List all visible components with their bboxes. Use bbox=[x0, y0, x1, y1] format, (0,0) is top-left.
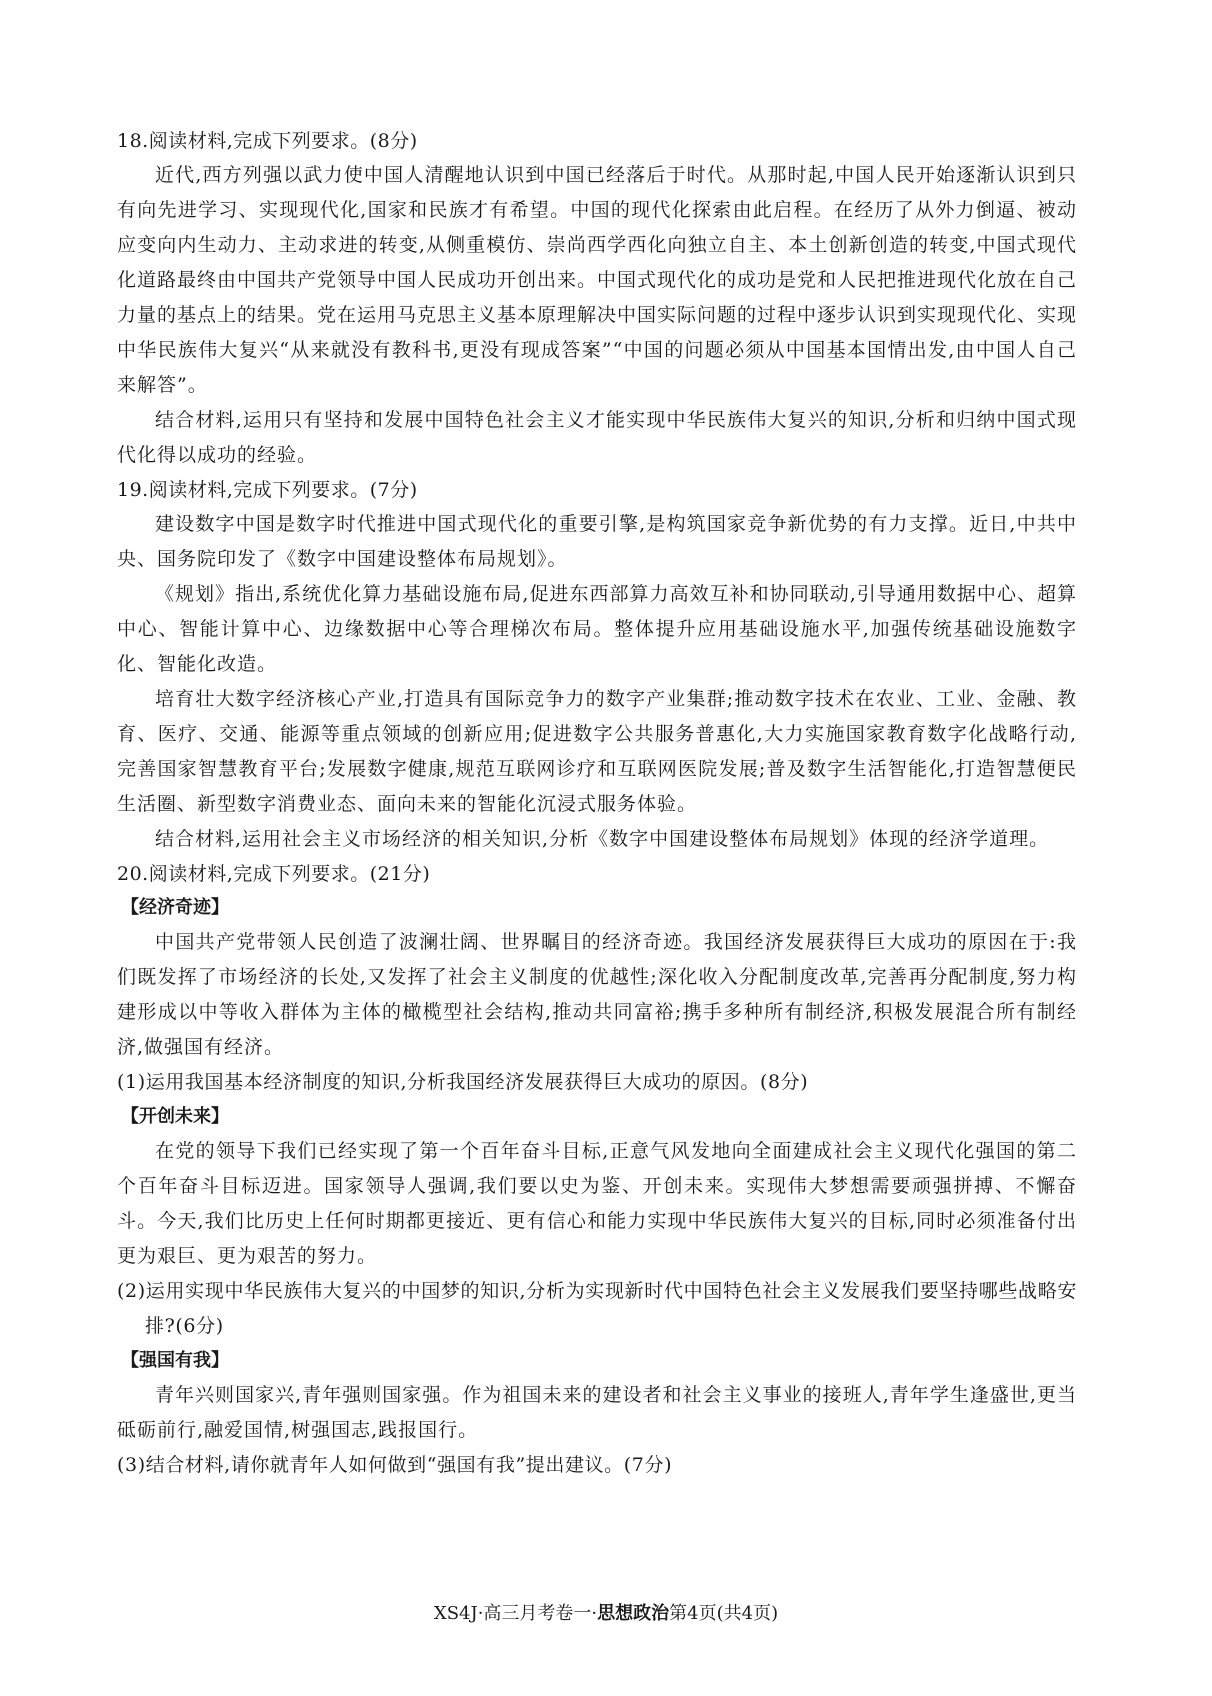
question-18-material: 近代,西方列强以武力使中国人清醒地认识到中国已经落后于时代。从那时起,中国人民开始逐渐认识到只有向先进学习、实现现代化,国家和民族才有希望。中国的现代化探索由此启程。在经历了从外力倒逼、被动应变向内生动力、主动求进的转变,从侧重模仿、崇尚西学西化向独立自主、本土创新创造的转变,中国式现代化道路最终由中国共产党领导中国人民成功开创出来。中国式现代化的成功是党和人民把推进现代化放在自己力量的基点上的结果。党在运用马克思主义基本原理解决中国实际问题的过程中逐步认识到实现现代化、实现中华民族伟大复兴“从来就没有教科书,更没有现成答案”“中国的问题必须从中国基本国情出发,由中国人自己来解答”。 bbox=[117, 164, 1078, 396]
section-title-create-future: 【开创未来】 bbox=[121, 1106, 229, 1127]
question-18 bbox=[117, 124, 1077, 473]
question-19-material-3: 培育壮大数字经济核心产业,打造具有国际竞争力的数字产业集群;推动数字技术在农业、工业、金融、教育、医疗、交通、能源等重点领域的创新应用;促进数字公共服务普惠化,大力实施国家教育数字化战略行动,完善国家智慧教育平台;发展数字健康,规范互联网诊疗和互联网医院发展;普及数字生活智能化,打造智慧便民生活圈、新型数字消费业态、面向未来的智能化沉浸式服务体验。 bbox=[117, 688, 1077, 815]
question-19 bbox=[117, 473, 1077, 857]
question-20-heading: 20.阅读材料,完成下列要求。(21分) bbox=[117, 863, 431, 885]
question-18-heading: 18.阅读材料,完成下列要求。(8分) bbox=[117, 130, 418, 152]
section-create-future-material: 在党的领导下我们已经实现了第一个百年奋斗目标,正意气风发地向全面建成社会主义现代化强国的第二个百年奋斗目标迈进。国家领导人强调,我们要以史为鉴、开创未来。实现伟大梦想需要顽强拼搏、不懈奋斗。今天,我们比历史上任何时期都更接近、更有信心和能力实现中华民族伟大复兴的目标,同时必须准备付出更为艰巨、更为艰苦的努力。 bbox=[117, 1140, 1077, 1267]
section-title-economic-miracle: 【经济奇迹】 bbox=[121, 897, 229, 918]
question-19-material-1: 建设数字中国是数字时代推进中国式现代化的重要引擎,是构筑国家竞争新优势的有力支撑。近日,中共中央、国务院印发了《数字中国建设整体布局规划》。 bbox=[117, 513, 1077, 570]
question-20 bbox=[117, 857, 1077, 1483]
section-title-strong-nation: 【强国有我】 bbox=[121, 1350, 229, 1371]
footer-page-number: 第4页(共4页) bbox=[669, 1603, 779, 1624]
sub-question-3: (3)结合材料,请你就青年人如何做到“强国有我”提出建议。(7分) bbox=[117, 1454, 673, 1476]
question-19-heading: 19.阅读材料,完成下列要求。(7分) bbox=[117, 479, 418, 501]
section-economic-miracle-material: 中国共产党带领人民创造了波澜壮阔、世界瞩目的经济奇迹。我国经济发展获得巨大成功的原因在于:我们既发挥了市场经济的长处,又发挥了社会主义制度的优越性;深化收入分配制度改革,完善再分配制度,努力构建形成以中等收入群体为主体的橄榄型社会结构,推动共同富裕;携手多种所有制经济,积极发展混合所有制经济,做强国有经济。 bbox=[117, 931, 1077, 1058]
question-18-requirement: 结合材料,运用只有坚持和发展中国特色社会主义才能实现中华民族伟大复兴的知识,分析和归纳中国式现代化得以成功的经验。 bbox=[117, 409, 1077, 466]
page-footer bbox=[0, 1600, 1212, 1628]
question-19-material-2: 《规划》指出,系统优化算力基础设施布局,促进东西部算力高效互补和协同联动,引导通用数据中心、超算中心、智能计算中心、边缘数据中心等合理梯次布局。整体提升应用基础设施水平,加强传统基础设施数字化、智能化改造。 bbox=[117, 583, 1077, 675]
sub-question-1: (1)运用我国基本经济制度的知识,分析我国经济发展获得巨大成功的原因。(8分) bbox=[117, 1071, 809, 1093]
question-19-requirement: 结合材料,运用社会主义市场经济的相关知识,分析《数字中国建设整体布局规划》体现的经济学道理。 bbox=[155, 828, 1050, 850]
page-content bbox=[117, 124, 1077, 1483]
sub-question-2: (2)运用实现中华民族伟大复兴的中国梦的知识,分析为实现新时代中国特色社会主义发展我们要坚持哪些战略安排?(6分) bbox=[117, 1280, 1077, 1337]
footer-subject: 思想政治 bbox=[597, 1603, 670, 1624]
section-strong-nation-material: 青年兴则国家兴,青年强则国家强。作为祖国未来的建设者和社会主义事业的接班人,青年学生逢盛世,更当砥砺前行,融爱国情,树强国志,践报国行。 bbox=[117, 1384, 1077, 1441]
footer-prefix: XS4J·高三月考卷一· bbox=[433, 1603, 598, 1624]
